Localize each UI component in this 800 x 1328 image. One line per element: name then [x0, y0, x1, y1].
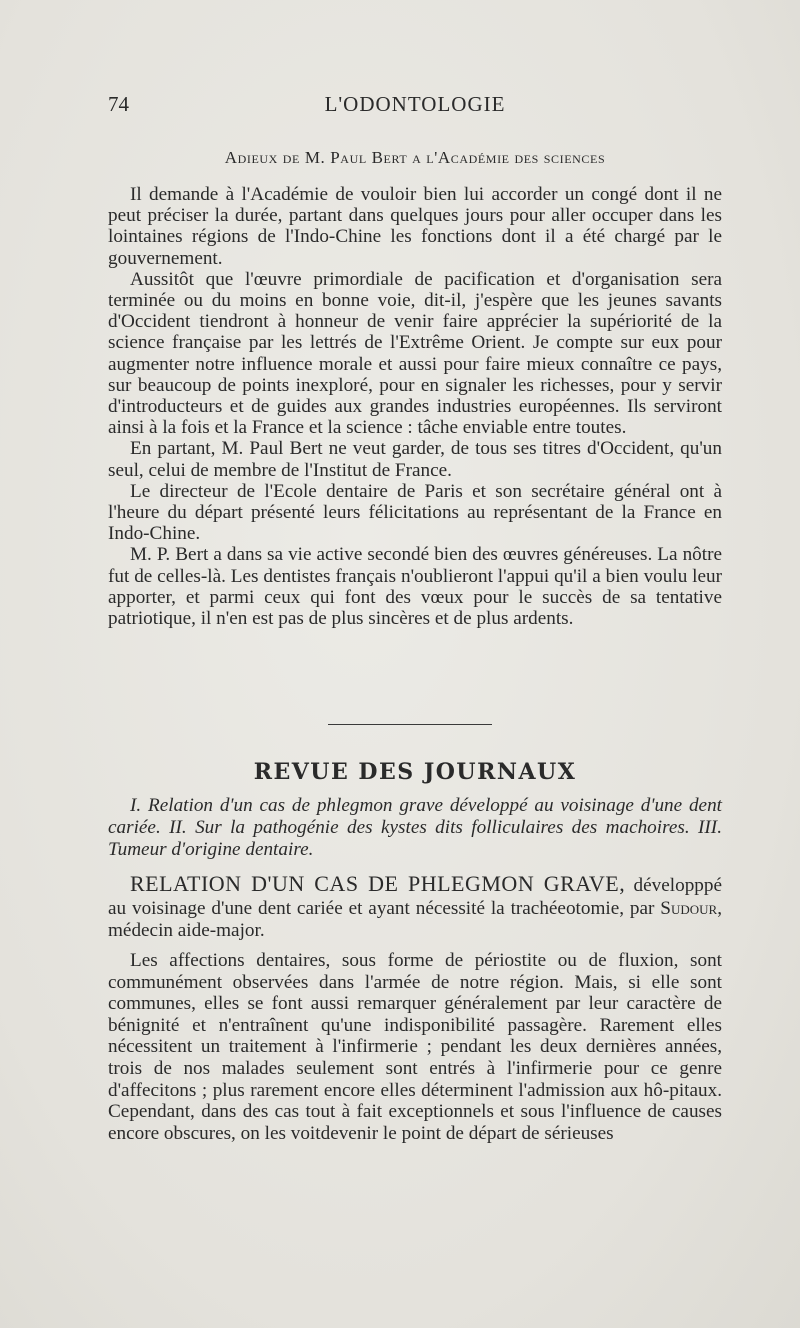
author-name: Sudour: [660, 897, 718, 919]
article-title: [108, 873, 722, 943]
paragraph: M. P. Bert a dans sa vie active secondé bien des œuvres généreuses. La nôtre fut de celles-là. Les dentistes français n'oublieront l'appui qu'il a bien voulu leur apporter, et parmi ceux qui font des vœux pour le succès de sa tentative patriotique, il n'en est pas de plus sincères et de plus ardents.: [108, 544, 722, 630]
running-head: [108, 92, 722, 120]
author-role: , médecin aide-major.: [108, 897, 722, 941]
article-heading: Adieux de M. Paul Bert a l'Académie des sciences: [224, 148, 606, 167]
article2-body: [108, 950, 722, 1144]
paragraph: Aussitôt que l'œuvre primordiale de pacification et d'organisation sera terminée ou du moins en bonne voie, dit-il, j'espère que les jeunes savants d'Occident tiendront à honneur de venir faire apprécier la supériorité de la science française par les lettrés de l'Extrême Orient. Je compte sur eux pour augmenter notre influence morale et aussi pour faire mieux connaître ce pays, sur beaucoup de points inexploré, pour en signaler les richesses, pour y servir d'introducteurs et de guides aux grandes industries européennes. Ils serviront ainsi à la fois et la France et la science : tâche enviable entre toutes.: [108, 268, 722, 439]
section-title: REVUE DES JOURNAUX: [253, 759, 577, 785]
page-number: 74: [108, 92, 129, 116]
article-title-rest: développpé au voisinage d'une dent cariée et ayant nécessité la trachéeotomie, par: [108, 875, 722, 919]
journal-title: L'ODONTOLOGIE: [324, 92, 506, 116]
paragraph: Il demande à l'Académie de vouloir bien lui accorder un congé dont il ne peut préciser la durée, partant dans quelques jours pour aller occuper dans les lointaines régions de l'Indo-Chine les fonctions dont il a été chargé par le gouvernement.: [108, 184, 722, 269]
paragraph: Le directeur de l'Ecole dentaire de Paris et son secrétaire général ont à l'heure du départ présenté leurs félicitations au représentant de la France en Indo-Chine.: [108, 480, 722, 545]
article-body: [108, 184, 722, 629]
section-summary: I. Relation d'un cas de phlegmon grave développé au voisinage d'une dent cariée. II. Sur la pathogénie des kystes dits folliculaires des machoires. III. Tumeur d'origine dentaire.: [108, 795, 722, 860]
paragraph: Les affections dentaires, sous forme de périostite ou de fluxion, sont communément observées dans l'armée de notre région. Mais, si elle sont communes, elles se font aussi remarquer généralement par leur caractère de bénignité et n'entraînent qu'une indisponibilité passagère. Rarement elles nécessitent un traitement à l'infirmerie ; pendant les deux dernières années, trois de nos malades seulement sont entrés à l'infirmerie pour ce genre d'affecitons ; plus rarement encore elles déterminent l'admission aux hô-pitaux. Cependant, dans des cas tout à fait exceptionnels et sous l'influence de causes encore obscures, on les voitdevenir le point de départ de sérieuses: [108, 950, 722, 1144]
article-title-caps: RELATION D'UN CAS DE PHLEGMON GRAVE,: [130, 871, 626, 896]
paragraph: En partant, M. Paul Bert ne veut garder, de tous ses titres d'Occident, qu'un seul, celui de membre de l'Institut de France.: [108, 438, 722, 481]
section-divider: [328, 724, 492, 725]
